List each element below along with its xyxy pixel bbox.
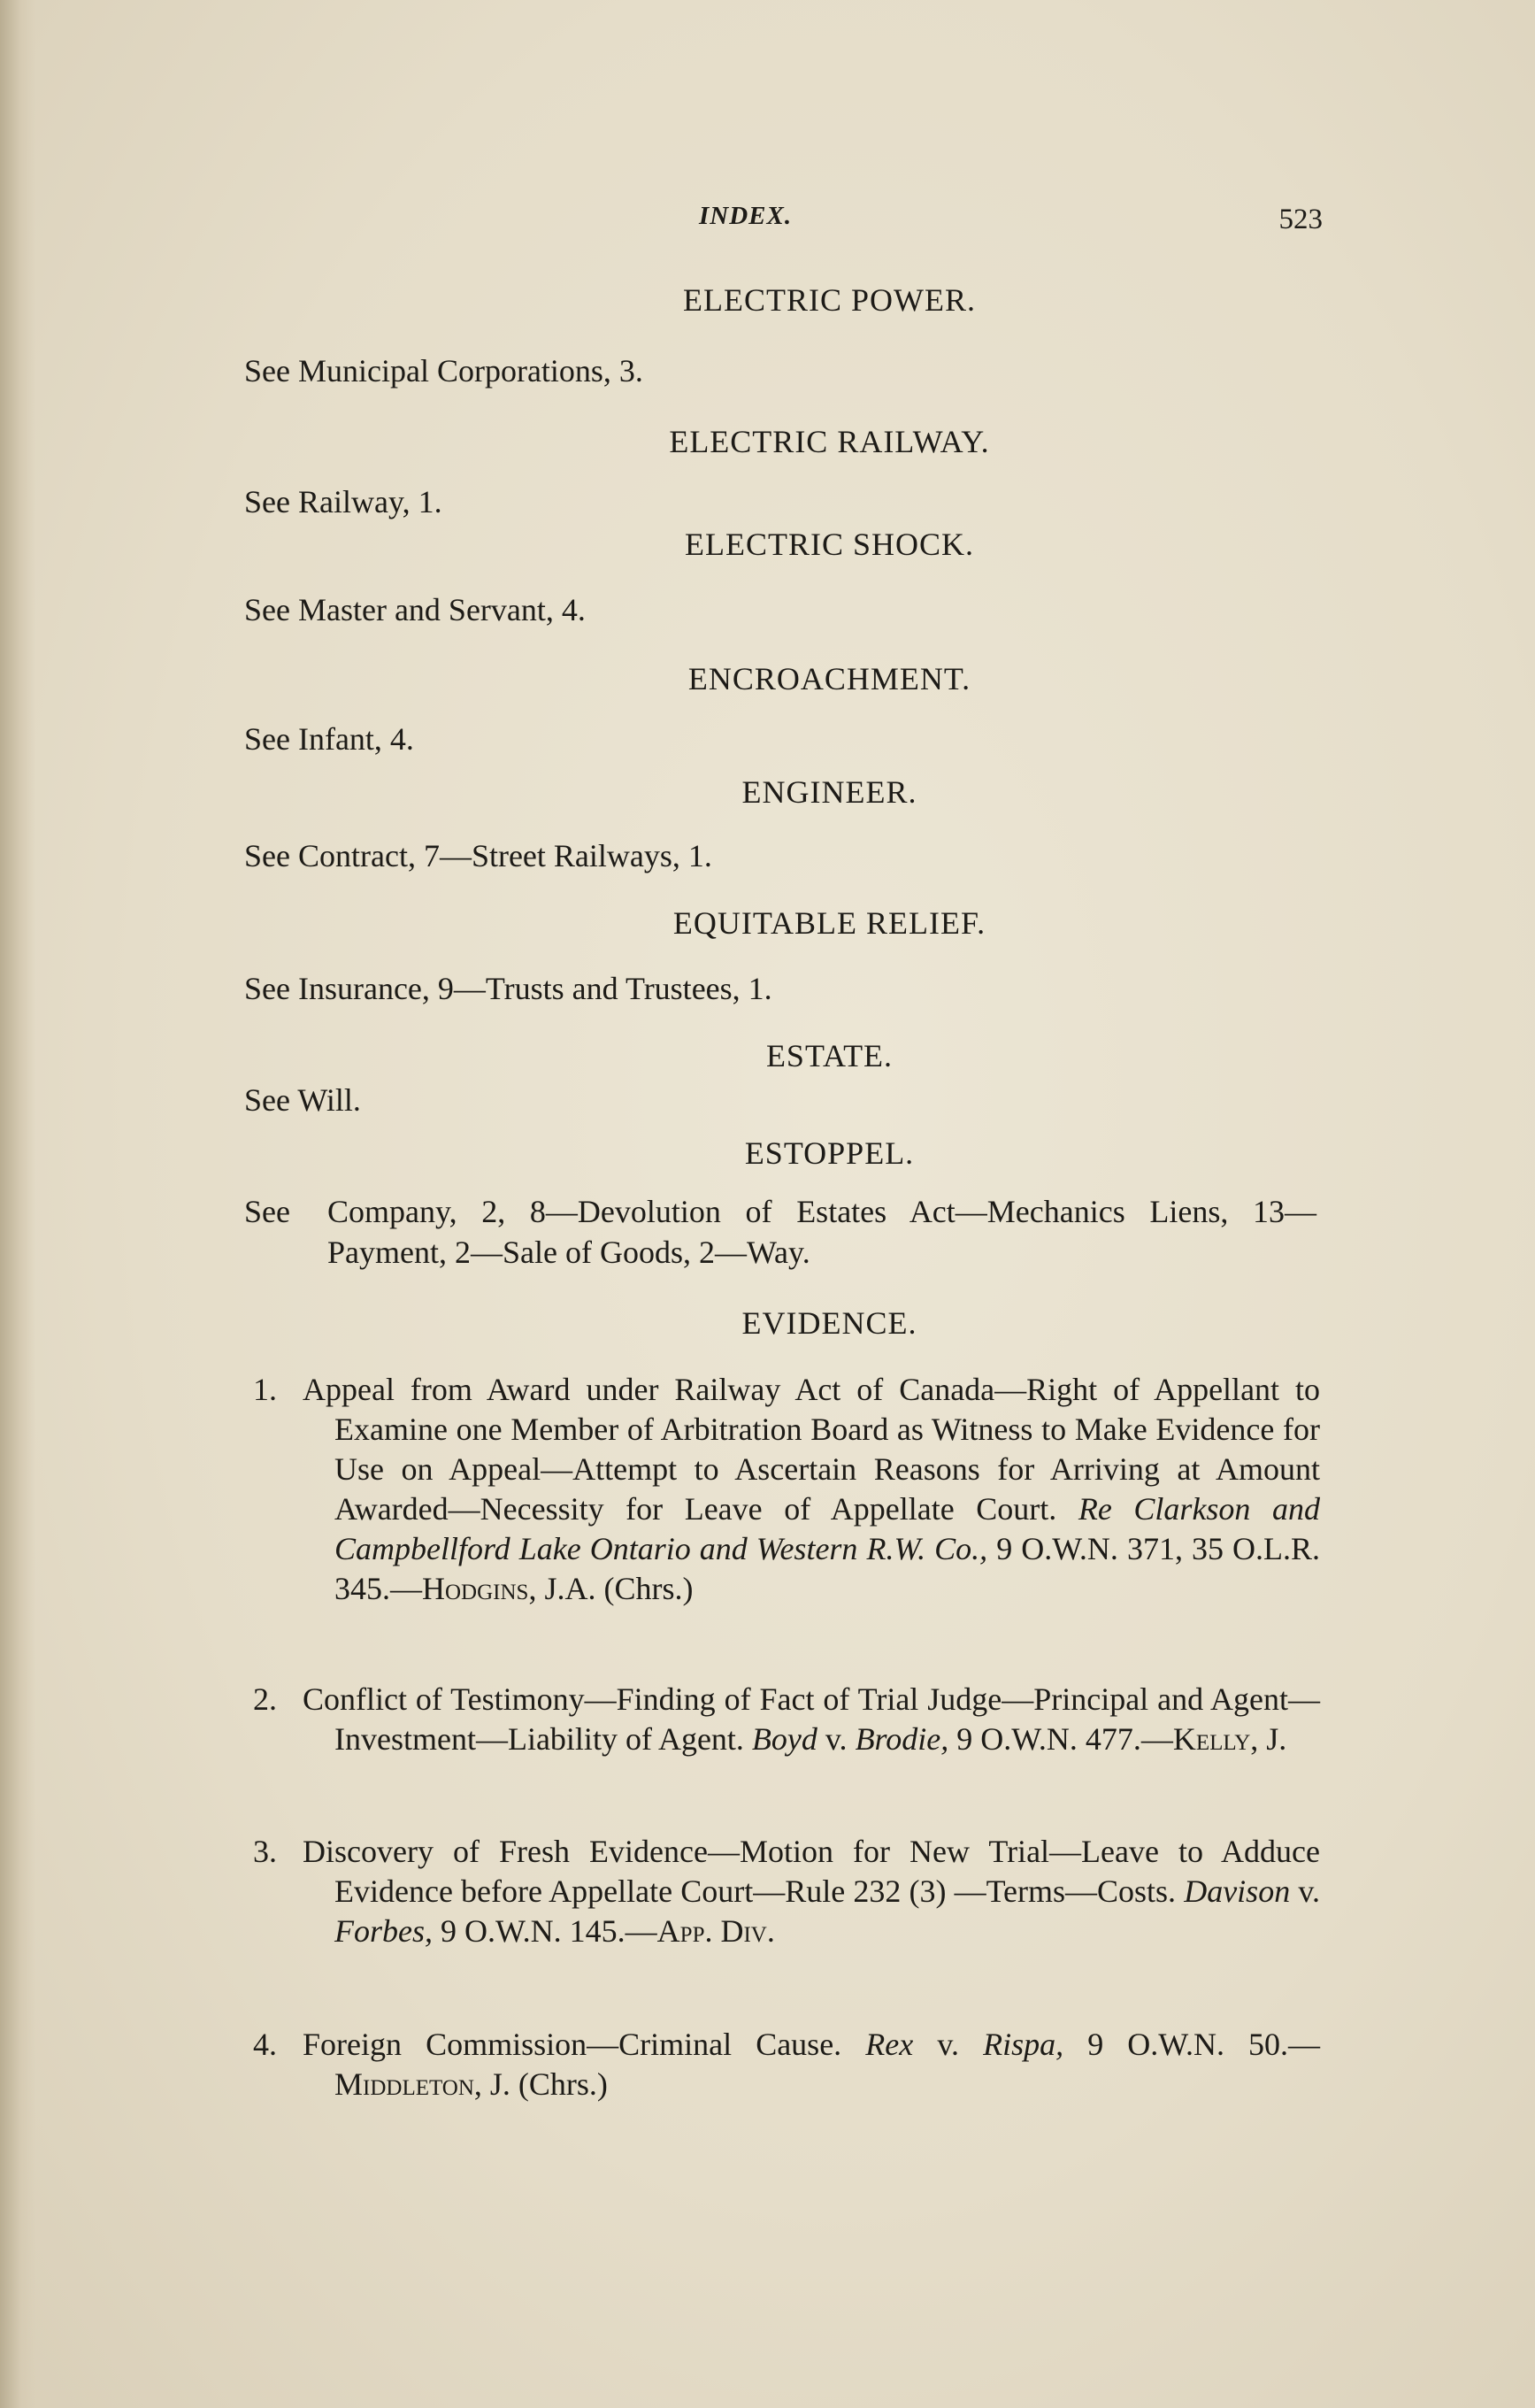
entry-number: 1. bbox=[253, 1372, 277, 1407]
case-party-a: Davison bbox=[1184, 1873, 1291, 1909]
running-head-title: INDEX. bbox=[699, 202, 793, 230]
see-reference-engineer: See Contract, 7—Street Railways, 1. bbox=[244, 838, 712, 873]
judge-name: App. Div. bbox=[656, 1913, 775, 1949]
case-party-a: Rex bbox=[865, 2027, 914, 2062]
judge-name: Hodgins bbox=[422, 1571, 529, 1606]
entry-text: Discovery of Fresh Evidence—Motion for New Trial—Leave to Adduce Evidence before Appellate Court—Rule 232 (3) —Terms—Costs. bbox=[303, 1834, 1320, 1909]
see-reference-encroachment: See Infant, 4. bbox=[244, 721, 414, 757]
citation: 9 O.W.N. 477.— bbox=[956, 1721, 1173, 1757]
citation: 9 O.W.N. 371, 35 O.L.R. 345.— bbox=[334, 1531, 1321, 1606]
section-heading-electric-power: ELECTRIC POWER. bbox=[683, 282, 976, 318]
section-heading-evidence: EVIDENCE. bbox=[741, 1305, 917, 1341]
section-heading-estoppel: ESTOPPEL. bbox=[744, 1135, 915, 1171]
judge-name: Kelly bbox=[1172, 1721, 1251, 1757]
see-reference-electric-shock: See Master and Servant, 4. bbox=[244, 592, 586, 627]
entry-number: 4. bbox=[253, 2027, 277, 2062]
case-party-b: Rispa, bbox=[983, 2027, 1064, 2062]
versus: v. bbox=[825, 1721, 848, 1757]
entry-body bbox=[303, 2025, 1320, 2104]
citation: 9 O.W.N. 145.— bbox=[441, 1913, 657, 1949]
versus: v. bbox=[937, 2027, 959, 2062]
judge-name: Middleton bbox=[334, 2066, 474, 2102]
page-spine-shadow bbox=[0, 0, 35, 2408]
versus: v. bbox=[1298, 1873, 1321, 1909]
see-label: See bbox=[244, 1194, 290, 1229]
section-heading-estate: ESTATE. bbox=[765, 1038, 894, 1073]
see-reference-estate: See Will. bbox=[244, 1082, 361, 1118]
entry-number: 2. bbox=[253, 1681, 277, 1717]
entry-body bbox=[303, 1680, 1320, 1759]
section-heading-electric-shock: ELECTRIC SHOCK. bbox=[684, 527, 974, 562]
case-party-b: Forbes, bbox=[334, 1913, 433, 1949]
entry-text: Foreign Commission—Criminal Cause. bbox=[303, 2027, 842, 2062]
see-reference-equitable-relief: See Insurance, 9—Trusts and Trustees, 1. bbox=[244, 971, 772, 1006]
judge-suffix: , J. bbox=[1250, 1721, 1287, 1757]
case-name: Re Clarkson and Campbellford Lake Ontario and Western R.W. Co., bbox=[334, 1491, 1320, 1566]
section-heading-encroachment: ENCROACHMENT. bbox=[687, 661, 971, 696]
entry-number: 3. bbox=[253, 1834, 277, 1869]
section-heading-equitable-relief: EQUITABLE RELIEF. bbox=[672, 905, 986, 941]
case-party-a: Boyd bbox=[751, 1721, 817, 1757]
judge-suffix: , J.A. (Chrs.) bbox=[528, 1571, 694, 1606]
running-head bbox=[239, 202, 1323, 246]
section-heading-engineer: ENGINEER. bbox=[741, 774, 917, 810]
entry-body bbox=[303, 1832, 1320, 1951]
see-reference-electric-railway: See Railway, 1. bbox=[244, 484, 442, 519]
see-reference-electric-power: See Municipal Corporations, 3. bbox=[244, 353, 643, 389]
entry-body bbox=[303, 1370, 1320, 1609]
section-heading-electric-railway: ELECTRIC RAILWAY. bbox=[669, 424, 990, 459]
see-text: Company, 2, 8—Devolution of Estates Act—Mechanics Liens, 13—Payment, 2—Sale of Goods, 2—Way. bbox=[327, 1194, 1316, 1270]
citation: 9 O.W.N. 50.— bbox=[1087, 2027, 1321, 2062]
entry-text: Appeal from Award under Railway Act of Canada—Right of Appellant to Examine one Member of Arbitration Board as Witness to Make Evidence for Use on Appeal—Attempt to Ascertain Reasons for Arriving at Amount Awarded—Necessity for Leave of Appellate Court. bbox=[303, 1372, 1320, 1527]
judge-suffix: , J. (Chrs.) bbox=[473, 2066, 608, 2102]
entry-text: Conflict of Testimony—Finding of Fact of Trial Judge—Principal and Agent—Investment—Liability of Agent. bbox=[303, 1681, 1320, 1757]
page-number: 523 bbox=[1278, 204, 1323, 235]
case-party-b: Brodie, bbox=[855, 1721, 949, 1757]
